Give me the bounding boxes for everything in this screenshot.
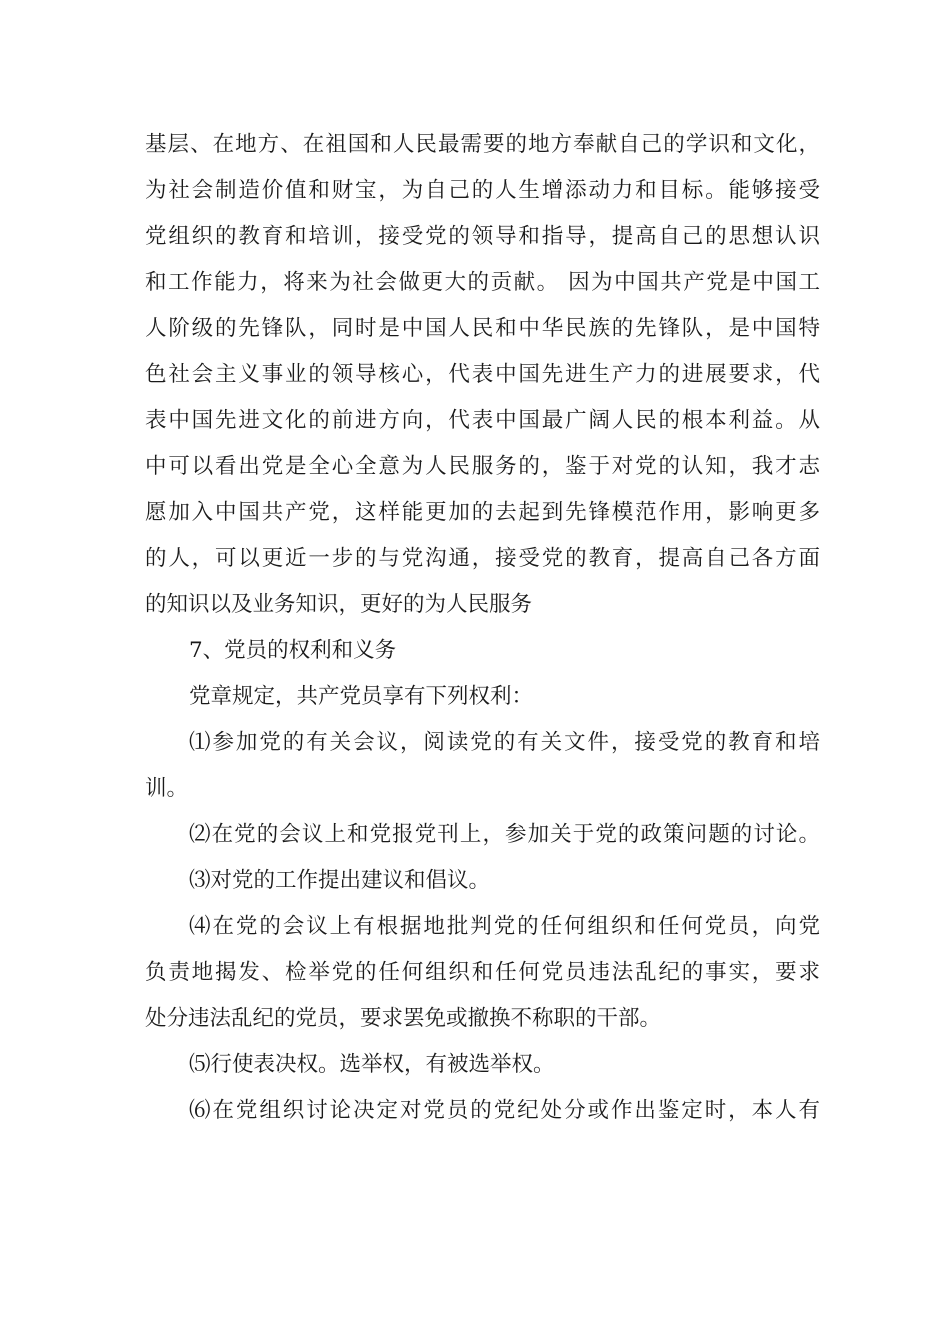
text-line: 的人，可以更近一步的与党沟通，接受党的教育，提高自己各方面 (145, 546, 820, 571)
text-line: 的知识以及业务知识，更好的为人民服务 (145, 592, 533, 617)
list-item-line: 训。 (145, 776, 189, 801)
text-line: 色社会主义事业的领导核心，代表中国先进生产力的进展要求，代 (145, 362, 820, 387)
list-item-line: ⑷在党的会议上有根据地批判党的任何组织和任何党员，向党 (189, 914, 820, 939)
list-item-line: ⑹在党组织讨论决定对党员的党纪处分或作出鉴定时，本人有 (189, 1098, 820, 1123)
text-line: 人阶级的先锋队，同时是中国人民和中华民族的先锋队，是中国特 (145, 316, 820, 341)
document-body (145, 127, 820, 1129)
text-line: 党章规定，共产党员享有下列权利： (189, 684, 534, 709)
list-item-line: 负责地揭发、检举党的任何组织和任何党员违法乱纪的事实，要求 (145, 960, 820, 985)
text-line: 为社会制造价值和财宝，为自己的人生增添动力和目标。能够接受 (145, 178, 820, 203)
text-line: 表中国先进文化的前进方向，代表中国最广阔人民的根本利益。从 (145, 408, 820, 433)
list-item-line: ⑴参加党的有关会议，阅读党的有关文件，接受党的教育和培 (189, 730, 820, 755)
list-item-line: ⑸行使表决权。选举权，有被选举权。 (189, 1052, 555, 1077)
text-line: 基层、在地方、在祖国和人民最需要的地方奉献自己的学识和文化， (145, 132, 820, 157)
section-heading: 7、党员的权利和义务 (189, 638, 397, 663)
text-line: 愿加入中国共产党，这样能更加的去起到先锋模范作用，影响更多 (145, 500, 820, 525)
list-item-line: ⑵在党的会议上和党报党刊上，参加关于党的政策问题的讨论。 (189, 822, 820, 847)
list-item-line: 处分违法乱纪的党员，要求罢免或撤换不称职的干部。 (145, 1006, 662, 1031)
list-item-line: ⑶对党的工作提出建议和倡议。 (189, 868, 491, 893)
text-line: 和工作能力，将来为社会做更大的贡献。 因为中国共产党是中国工 (145, 270, 820, 295)
text-line: 党组织的教育和培训，接受党的领导和指导，提高自己的思想认识 (145, 224, 820, 249)
text-line: 中可以看出党是全心全意为人民服务的，鉴于对党的认知，我才志 (145, 454, 820, 479)
